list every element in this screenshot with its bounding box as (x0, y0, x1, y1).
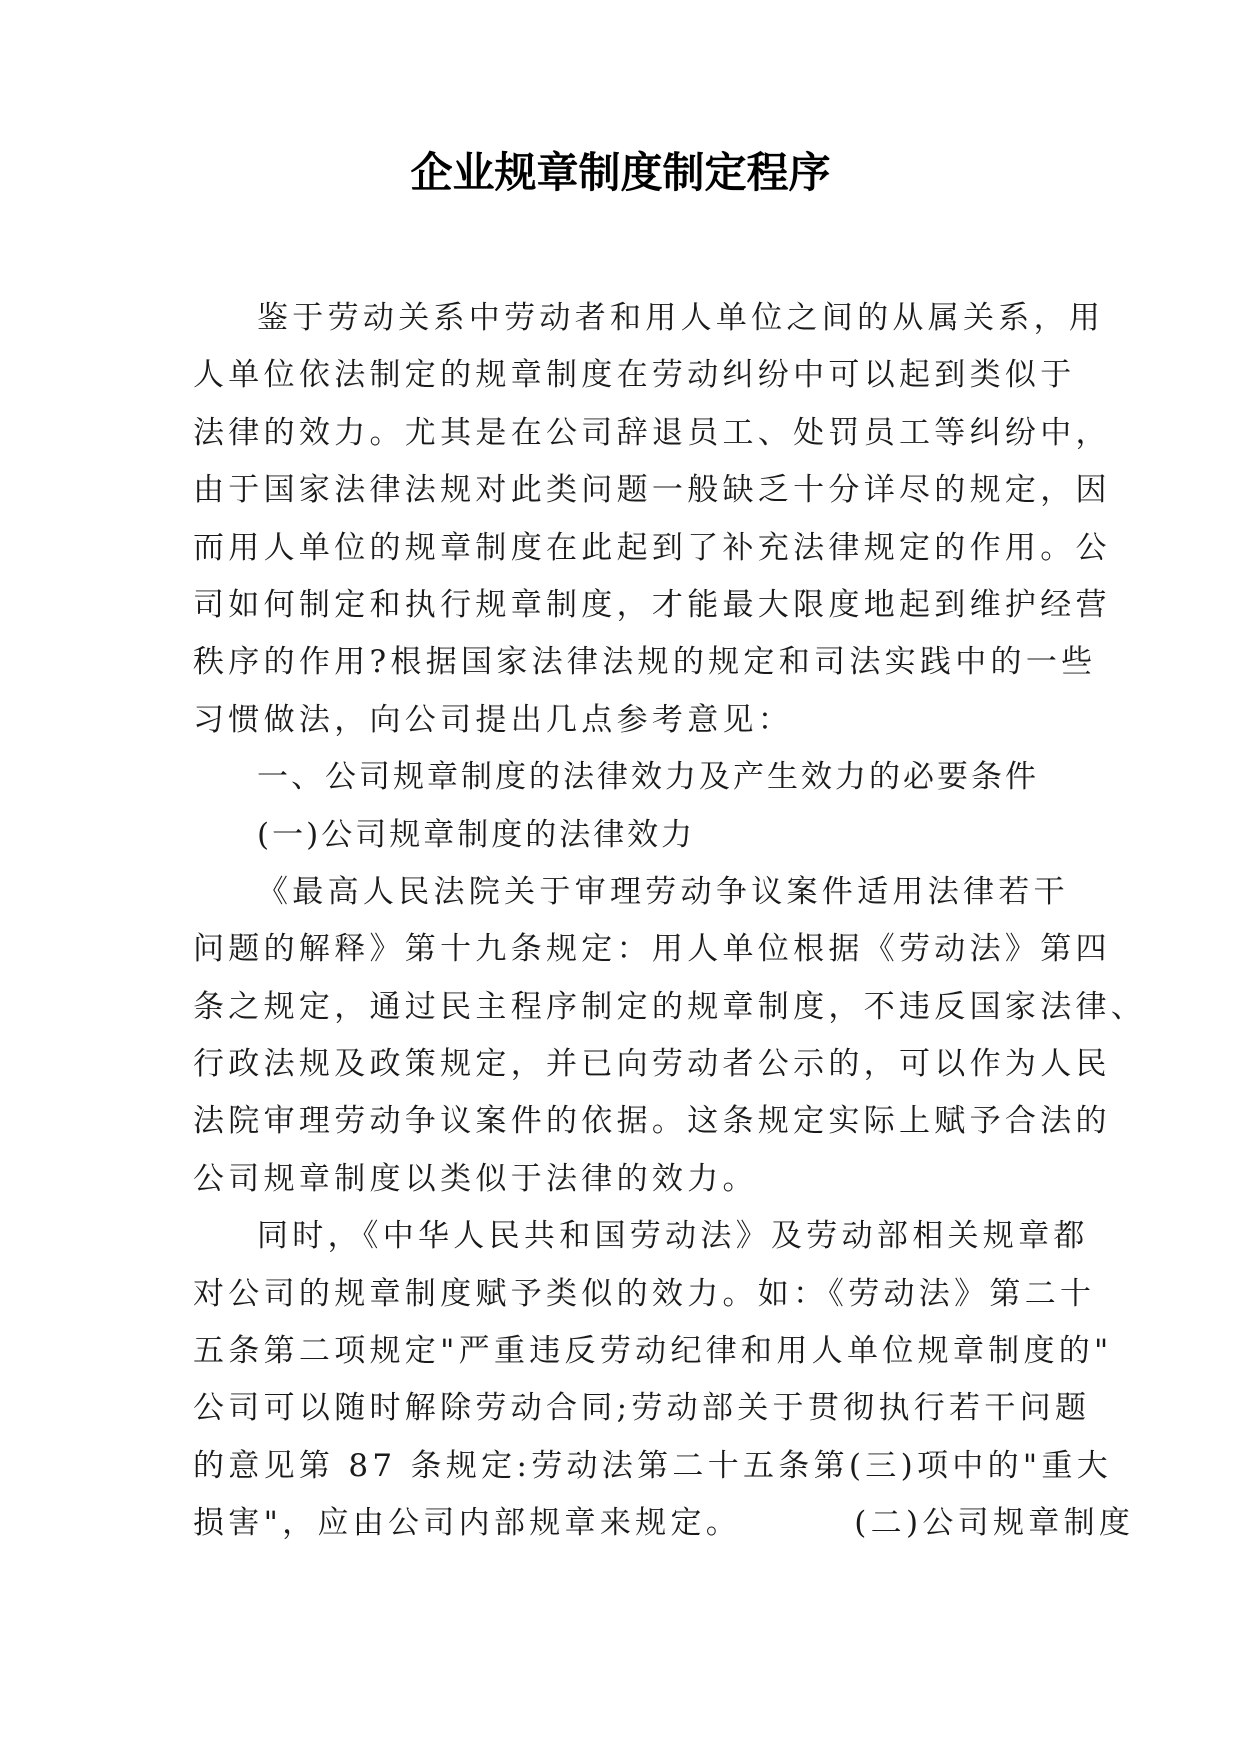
section-heading: 一、公司规章制度的法律效力及产生效力的必要条件 (257, 759, 1039, 796)
paragraph-line: 五条第二项规定"严重违反劳动纪律和用人单位规章制度的" (193, 1333, 1113, 1370)
paragraph-line: 问题的解释》第十九条规定：用人单位根据《劳动法》第四 (193, 931, 1111, 968)
paragraph-line: 行政法规及政策规定，并已向劳动者公示的，可以作为人民 (193, 1046, 1111, 1083)
paragraph-line: 《最高人民法院关于审理劳动争议案件适用法律若干 (257, 873, 1069, 910)
paragraph-line: 公司规章制度以类似于法律的效力。 (193, 1160, 758, 1197)
paragraph-line: 司如何制定和执行规章制度，才能最大限度地起到维护经营 (193, 586, 1111, 623)
paragraph-line: 对公司的规章制度赋予类似的效力。如：《劳动法》第二十 (193, 1275, 1096, 1312)
paragraph-line: 秩序的作用?根据国家法律法规的规定和司法实践中的一些 (193, 644, 1097, 681)
document-body (193, 290, 1147, 1553)
paragraph-line: 鉴于劳动关系中劳动者和用人单位之间的从属关系，用 (257, 300, 1105, 336)
document-title: 企业规章制度制定程序 (410, 148, 831, 197)
paragraph-line: 损害"，应由公司内部规章来规定。 (二)公司规章制度 (193, 1505, 1135, 1542)
paragraph-line: 而用人单位的规章制度在此起到了补充法律规定的作用。公 (193, 529, 1111, 566)
paragraph-line: 条之规定，通过民主程序制定的规章制度，不违反国家法律、 (193, 988, 1147, 1025)
paragraph-line: 人单位依法制定的规章制度在劳动纠纷中可以起到类似于 (193, 357, 1076, 394)
paragraph-line: 习惯做法，向公司提出几点参考意见： (193, 701, 794, 738)
paragraph-line: 由于国家法律法规对此类问题一般缺乏十分详尽的规定，因 (193, 472, 1111, 509)
paragraph-line: 的意见第 87 条规定:劳动法第二十五条第(三)项中的"重大 (193, 1447, 1113, 1484)
paragraph-line: 公司可以随时解除劳动合同;劳动部关于贯彻执行若干问题 (193, 1390, 1091, 1427)
paragraph-line: 同时，《中华人民共和国劳动法》及劳动部相关规章都 (257, 1218, 1089, 1255)
subsection-heading: (一)公司规章制度的法律效力 (257, 816, 696, 853)
paragraph-line: 法院审理劳动争议案件的依据。这条规定实际上赋予合法的 (193, 1103, 1111, 1140)
paragraph-line: 法律的效力。尤其是在公司辞退员工、处罚员工等纠纷中， (193, 414, 1111, 451)
